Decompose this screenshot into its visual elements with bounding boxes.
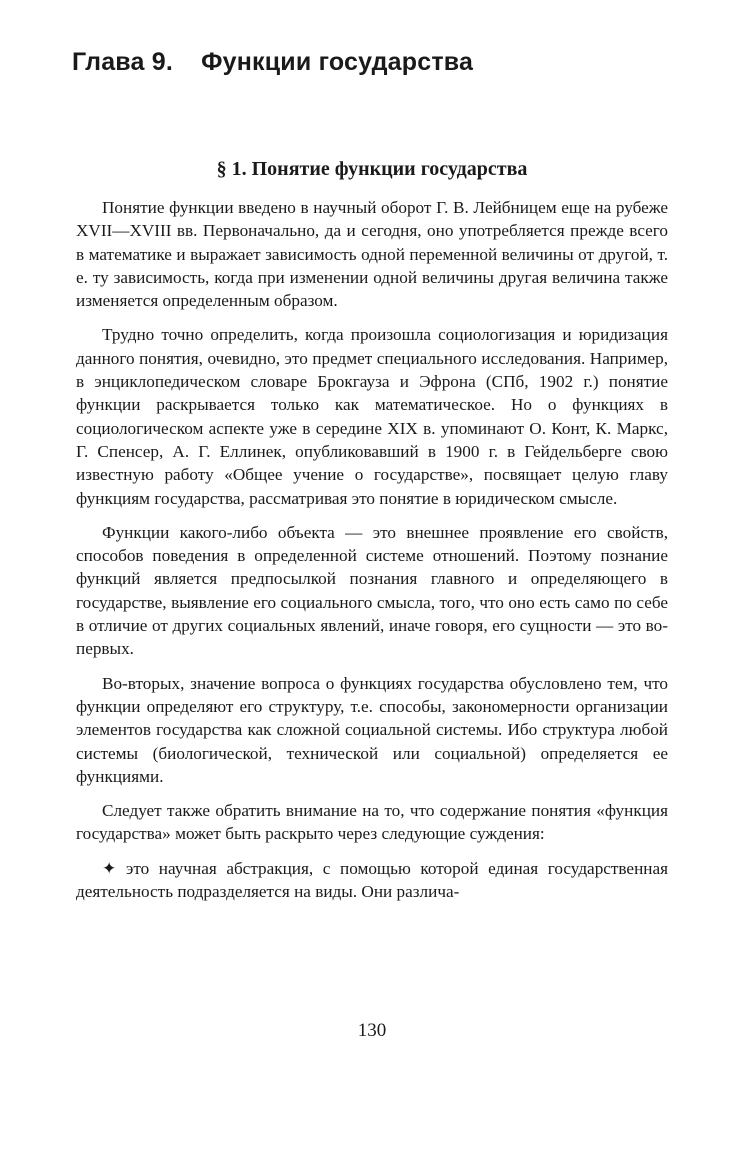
paragraph-1: Понятие функции введено в научный оборот Г. В. Лейбницем еще на рубеже XVII—XVIII вв. Первоначально, да и сегодня, оно употребляется прежде всего в математике и выражает зависимость одной переменной величины от другой, т. е. ту зависимость, когда при изменении одной величины другая величина также изменяется определенным образом.: [76, 198, 668, 311]
chapter-title: Функции государства: [201, 48, 474, 76]
chapter-label: Глава 9.: [72, 48, 174, 76]
body-text: [76, 196, 668, 903]
paragraph-5: Следует также обратить внимание на то, что содержание понятия «функция государства» может быть раскрыто через следующие суждения:: [76, 801, 668, 844]
page-number: 130: [357, 1020, 387, 1041]
chapter-heading: [72, 48, 473, 77]
paragraph-4: Во-вторых, значение вопроса о функциях государства обусловлено тем, что функции определяют его структуру, т.е. способы, закономерности организации элементов государства как сложной социальной системы. Ибо структура любой системы (биологической, технической или социальной) определяется ее функциями.: [76, 673, 668, 786]
paragraph-2: Трудно точно определить, когда произошла социологизация и юридизация данного понятия, очевидно, это предмет специального исследования. Например, в энциклопедическом словаре Брокгауза и Эфрона (СПб, 1902 г.) понятие функции раскрывается только как математическое. Но о функциях в социологическом аспекте уже в середине XIX в. упоминают О. Конт, К. Маркс, Г. Спенсер, А. Г. Еллинек, опубликовавший в 1900 г. в Гейдельберге свою известную работу «Общее учение о государстве», посвящает целую главу функциям государства, рассматривая это понятие в юридическом смысле.: [76, 325, 668, 508]
paragraph-3: Функции какого-либо объекта — это внешнее проявление его свойств, способов поведения в определенной системе отношений. Поэтому познание функций является предпосылкой познания главного и определяющего в государстве, выявление его социального смысла, того, что оно есть само по себе в отличие от других социальных явлений, иначе говоря, его сущности — это во-первых.: [76, 522, 668, 659]
section-heading: § 1. Понятие функции государства: [216, 158, 528, 180]
bullet-item-1: ✦ это научная абстракция, с помощью которой единая государственная деятельность подразделяется на виды. Они различа-: [76, 858, 668, 902]
